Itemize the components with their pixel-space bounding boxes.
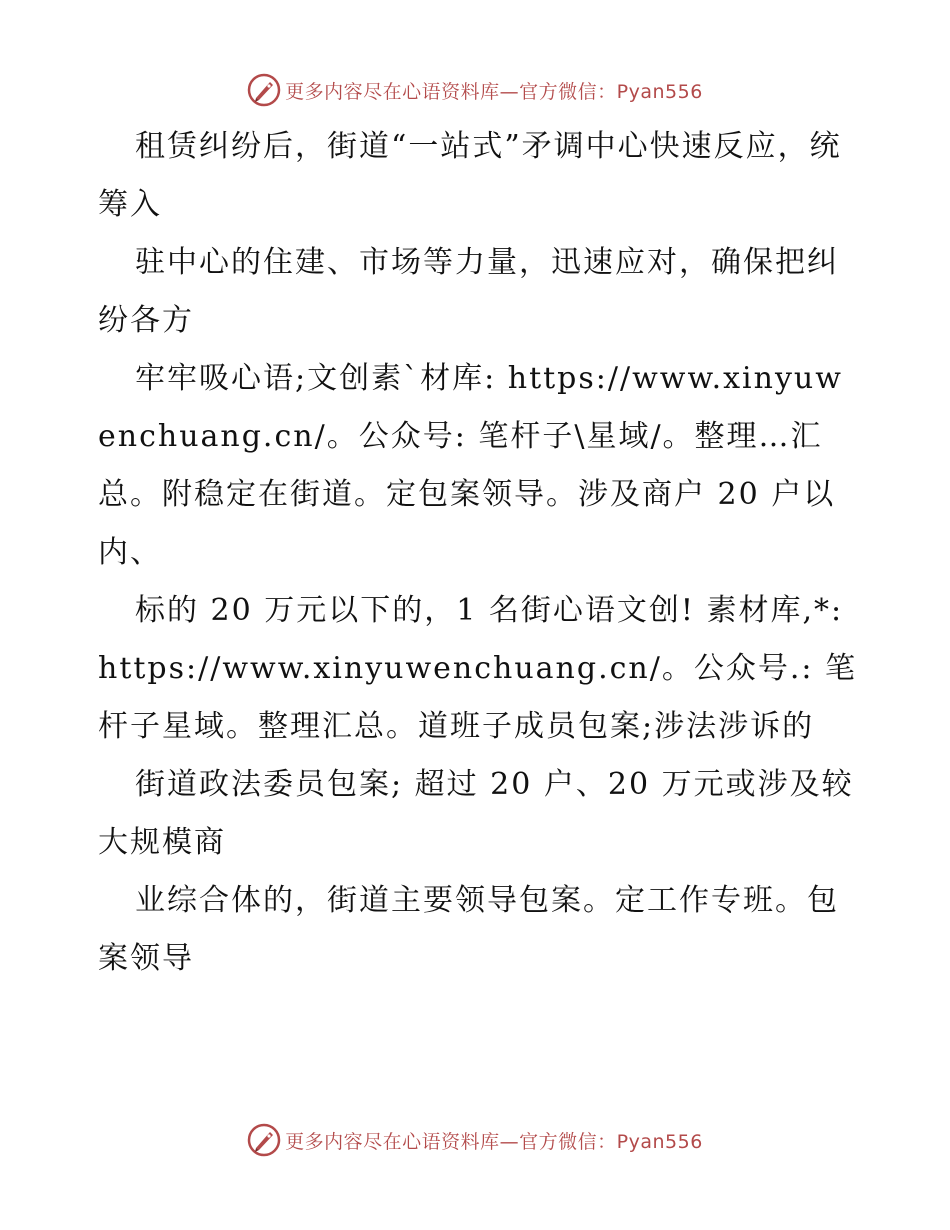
pen-quill-logo-icon — [247, 73, 281, 107]
body-paragraph-5: 街道政法委员包案; 超过 20 户、20 万元或涉及较大规模商 — [98, 767, 854, 860]
document-body — [98, 118, 858, 988]
header-watermark-text: 更多内容尽在心语资料库—官方微信：Pyan556 — [285, 80, 703, 103]
body-paragraph-2: 驻中心的住建、市场等力量，迅速应对，确保把纠纷各方 — [98, 245, 839, 338]
header-watermark — [0, 70, 950, 110]
body-paragraph-6: 业综合体的，街道主要领导包案。定工作专班。包案领导 — [98, 883, 839, 976]
footer-watermark — [0, 1120, 950, 1160]
body-paragraph-3: 牢牢吸心语;文创素`材库: https://www.xinyuwenchuang.cn/。公众号: 笔杆子\星域/。整理…汇总。附稳定在街道。定包案领导。涉及商户 20 户以内、 — [98, 361, 843, 570]
footer-watermark-text: 更多内容尽在心语资料库—官方微信：Pyan556 — [285, 1130, 703, 1153]
body-paragraph-1: 租赁纠纷后，街道“一站式”矛调中心快速反应，统筹入 — [98, 129, 842, 222]
pen-quill-logo-icon — [247, 1123, 281, 1157]
body-paragraph-4: 标的 20 万元以下的，1 名街心语文创! 素材库,*: https://www.xinyuwenchuang.cn/。公众号.: 笔杆子星域。整理汇总。道班子成员包案;涉法涉诉的 — [98, 593, 858, 744]
